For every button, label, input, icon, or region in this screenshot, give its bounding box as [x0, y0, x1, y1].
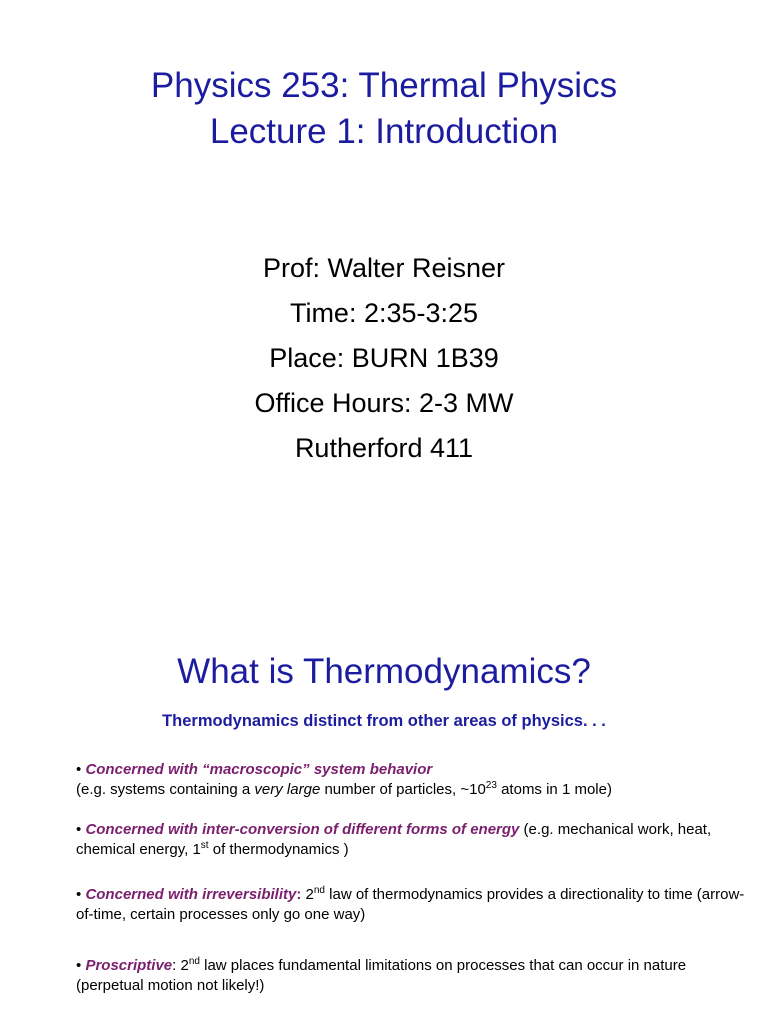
bullet-text: law places fundamental limitations on processes that can occur in nature (perpetual motion not likely!) [76, 957, 687, 994]
bullet-irreversibility [76, 885, 746, 925]
superscript: nd [313, 885, 325, 896]
info-office-location: Rutherford 411 [294, 433, 474, 463]
bullet-mark: • [76, 957, 82, 974]
bullet-text: of thermodynamics ) [208, 841, 349, 858]
bullet-text: number of particles, ~10 [320, 781, 486, 798]
bullet-emphasis: very large [254, 781, 321, 798]
info-office-hours: Office Hours: 2-3 MW [254, 388, 514, 418]
superscript: st [200, 840, 209, 851]
bullet-energy-conversion [76, 820, 746, 860]
slide-title: What is Thermodynamics? [177, 652, 591, 691]
bullet-text: law of thermodynamics provides a directionality to time (arrow-of-time, certain processes only go one way) [76, 886, 745, 923]
superscript: 23 [485, 780, 497, 791]
bullet-text: : 2 [172, 957, 189, 974]
bullet-macroscopic [76, 760, 746, 800]
bullet-mark: • [76, 886, 82, 903]
bullet-text: (e.g. mechanical work, heat, chemical energy, 1 [76, 821, 712, 858]
bullet-text: atoms in 1 mole) [496, 781, 612, 798]
bullet-proscriptive [76, 956, 746, 996]
lecture-title-line1: Physics 253: Thermal Physics [150, 66, 618, 105]
bullet-colon: : [296, 886, 302, 903]
bullet-lead: Proscriptive [85, 957, 173, 974]
bullet-lead: Concerned with inter-conversion of different forms of energy [85, 821, 520, 838]
slide-subtitle: Thermodynamics distinct from other areas of physics. . . [162, 712, 606, 730]
lecture-title-line2: Lecture 1: Introduction [209, 112, 559, 151]
info-professor: Prof: Walter Reisner [262, 253, 506, 283]
bullet-mark: • [76, 821, 82, 838]
bullet-lead: Concerned with “macroscopic” system behavior [85, 761, 433, 778]
bullet-text: 2 [301, 886, 314, 903]
superscript: nd [188, 956, 200, 967]
info-time: Time: 2:35-3:25 [289, 298, 479, 328]
info-place: Place: BURN 1B39 [269, 343, 499, 373]
bullet-text: (e.g. systems containing a [76, 781, 255, 798]
slide-what-is-thermodynamics [0, 512, 768, 1024]
bullet-mark: • [76, 761, 82, 778]
bullet-lead: Concerned with irreversibility [85, 886, 297, 903]
